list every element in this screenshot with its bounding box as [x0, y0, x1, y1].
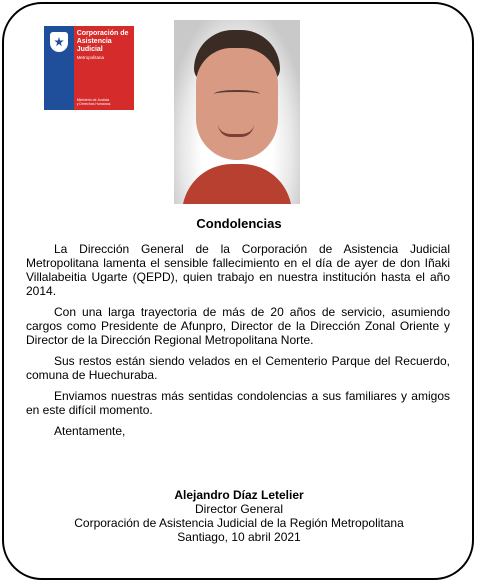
crest-icon — [50, 32, 68, 52]
place-date: Santiago, 10 abril 2021 — [177, 530, 301, 544]
logo-red-band — [74, 26, 134, 110]
condolence-body — [26, 242, 450, 445]
signer-position: Director General — [194, 502, 284, 516]
logo-blue-band — [44, 26, 74, 110]
paragraph-career: Con una larga trayectoria de más de 20 años de servicio, asumiendo cargos como Presidente de Afunpro, Director de la Dirección Zonal Oriente y Director de la Dirección Regional Metropolitana Norte. — [26, 305, 450, 347]
signer-name: Alejandro Díaz Letelier — [174, 488, 304, 502]
closing-greeting: Atentamente, — [54, 424, 126, 438]
paragraph-announcement: La Dirección General de la Corporación de Asistencia Judicial Metropolitana lamenta el sensible fallecimiento en el día de ayer de don Iñaki Villalabeitia Ugarte (QEPD), quien trabajo en nuestra institución hasta el año 2014. — [26, 242, 450, 298]
signer-organization: Corporación de Asistencia Judicial de la Región Metropolitana — [74, 516, 404, 530]
portrait-photo — [174, 20, 300, 204]
logo-ministry: Ministerio de Justicia y Derechos Humanos — [76, 98, 111, 106]
signature-block — [0, 488, 478, 544]
logo-org-subline: Metropolitana — [76, 55, 104, 60]
paragraph-wake: Sus restos están siendo velados en el Cementerio Parque del Recuerdo, comuna de Huechuraba. — [26, 354, 450, 382]
paragraph-condolences: Enviamos nuestras más sentidas condolencias a sus familiares y amigos en este difícil momento. — [26, 389, 450, 417]
logo-org-name: Corporación de Asistencia Judicial — [76, 30, 129, 53]
page-title: Condolencias — [196, 216, 282, 231]
organization-logo — [44, 26, 134, 110]
